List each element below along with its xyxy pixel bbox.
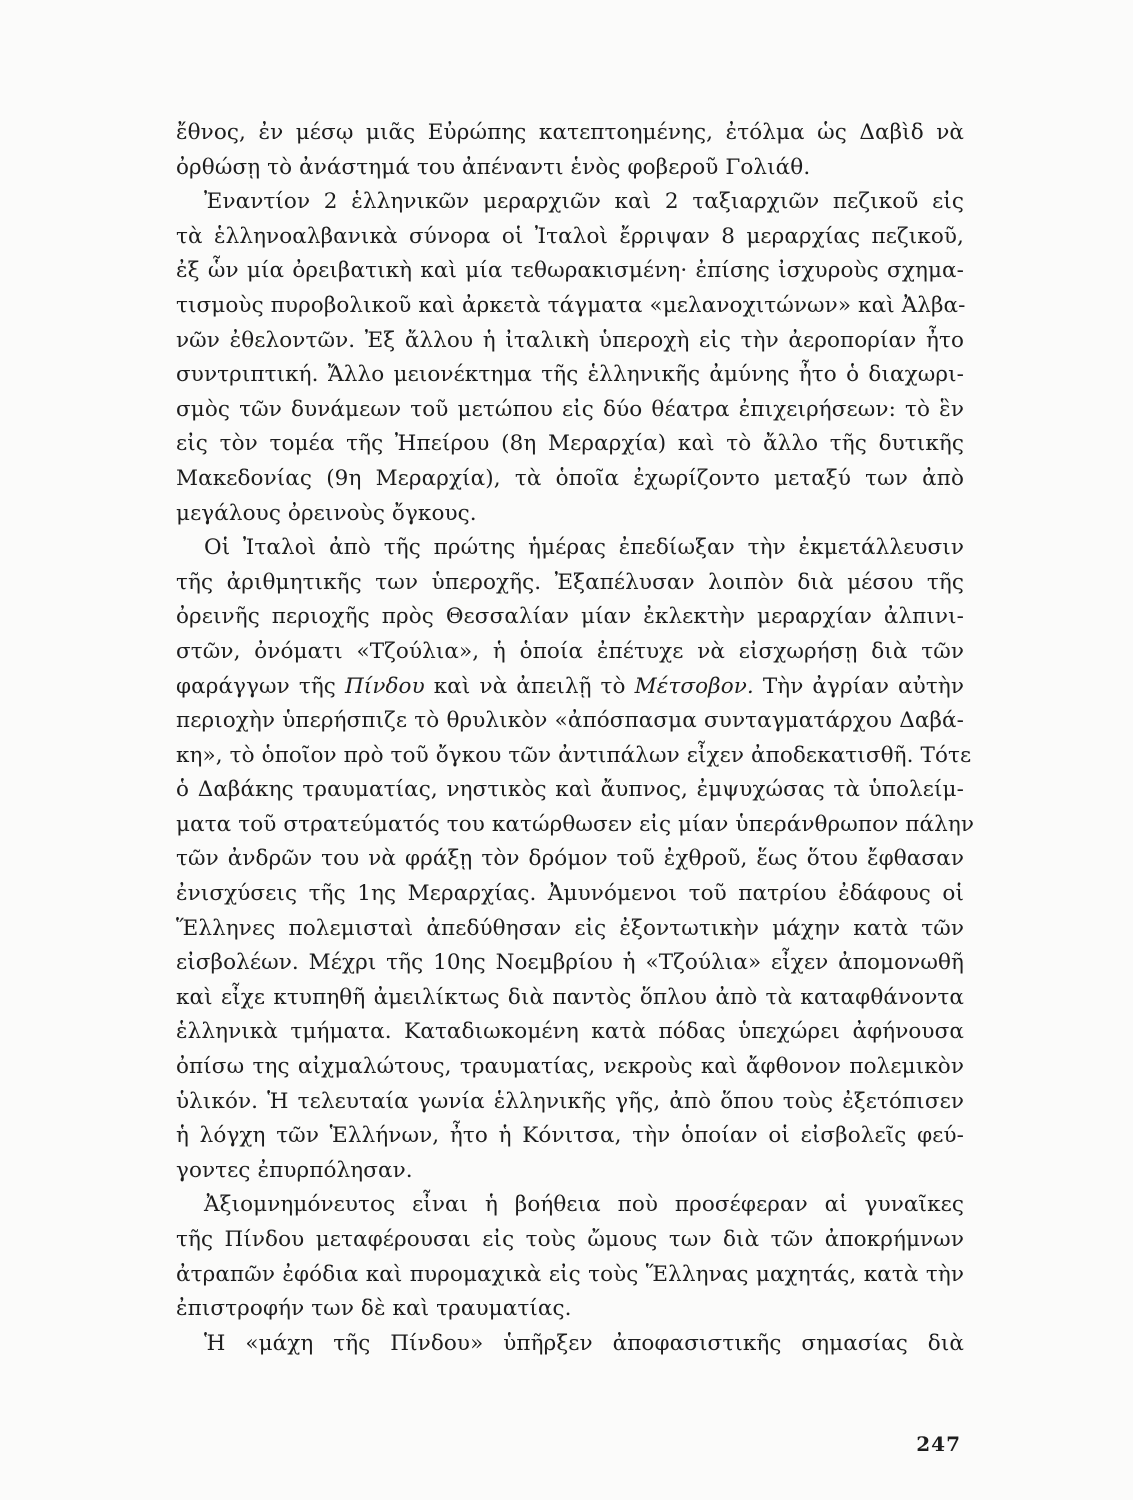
text-line: ἐπιστροφήν των δὲ καὶ τραυματίας. (176, 1296, 572, 1322)
text-line: ἀτραπῶν ἐφόδια καὶ πυρομαχικὰ εἰς τοὺς Ἕλληνας μαχητάς, κατὰ τὴν (176, 1261, 964, 1287)
text-line: τῆς Πίνδου μεταφέρουσαι εἰς τοὺς ὤμους των διὰ τῶν ἀποκρήμνων (176, 1227, 964, 1252)
text-line: ὀρεινῆς περιοχῆς πρὸς Θεσσαλίαν μίαν ἐκλεκτὴν μεραρχίαν ἀλπινι- (176, 604, 964, 630)
text-line: ὀρθώσῃ τὸ ἀνάστημά του ἀπέναντι ἑνὸς φοβεροῦ Γολιάθ. (176, 154, 811, 180)
text-line: ὁ Δαβάκης τραυματίας, νηστικὸς καὶ ἄυπνος, ἐμψυχώσας τὰ ὑπολείμ- (176, 777, 964, 803)
text-line: τῆς ἀριθμητικῆς των ὑπεροχῆς. Ἐξαπέλυσαν λοιπὸν διὰ μέσου τῆς (176, 569, 964, 595)
text-fragment: φαράγγων τῆς (176, 673, 345, 699)
text-line: εἰς τὸν τομέα τῆς Ἠπείρου (8η Μεραρχία) καὶ τὸ ἄλλο τῆς δυτικῆς (176, 431, 964, 457)
text-line: ἐξ ὧν μία ὀρειβατικὴ καὶ μία τεθωρακισμένη· ἐπίσης ἰσχυροὺς σχημα- (176, 258, 964, 284)
body-text (176, 116, 975, 1361)
text-line: γοντες ἐπυρπόλησαν. (176, 1157, 413, 1183)
text-line: εἰσβολέων. Μέχρι τῆς 10ης Νοεμβρίου ἡ «Τζούλια» εἶχεν ἀπομονωθῆ (176, 950, 964, 976)
text-fragment: Τὴν ἀγρίαν αὐτὴν (753, 673, 964, 699)
text-line: τὰ ἑλληνοαλβανικὰ σύνορα οἱ Ἰταλοὶ ἔρριψαν 8 μεραρχίας πεζικοῦ, (176, 223, 964, 249)
text-line: ὑλικόν. Ἡ τελευταία γωνία ἑλληνικῆς γῆς, ἀπὸ ὅπου τοὺς ἐξετόπισεν (176, 1088, 964, 1114)
text-line: Οἱ Ἰταλοὶ ἀπὸ τῆς πρώτης ἡμέρας ἐπεδίωξαν τὴν ἐκμετάλλευσιν (204, 535, 964, 561)
text-line: τῶν ἀνδρῶν του νὰ φράξῃ τὸν δρόμον τοῦ ἐχθροῦ, ἕως ὅτου ἔφθασαν (176, 846, 964, 872)
text-line: ὀπίσω της αἰχμαλώτους, τραυματίας, νεκροὺς καὶ ἄφθονον πολεμικὸν (176, 1054, 964, 1080)
text-line: τισμοὺς πυροβολικοῦ καὶ ἀρκετὰ τάγματα «μελανοχιτώνων» καὶ Ἀλβα- (176, 292, 966, 318)
text-line: ματα τοῦ στρατεύματός του κατώρθωσεν εἰς μίαν ὑπεράνθρωπον πάλην (176, 811, 975, 837)
text-line: νῶν ἐθελοντῶν. Ἐξ ἄλλου ἡ ἰταλικὴ ὑπεροχὴ εἰς τὴν ἀεροπορίαν ἦτο (176, 327, 964, 353)
text-line: Ἡ «μάχη τῆς Πίνδου» ὑπῆρξεν ἀποφασιστικῆς σημασίας διὰ (204, 1330, 964, 1356)
text-line: μεγάλους ὀρεινοὺς ὄγκους. (176, 500, 477, 526)
text-line: κη», τὸ ὁποῖον πρὸ τοῦ ὄγκου τῶν ἀντιπάλων εἶχεν ἀποδεκατισθῆ. Τότε (176, 742, 972, 768)
text-line: Μακεδονίας (9η Μεραρχία), τὰ ὁποῖα ἐχωρίζοντο μεταξύ των ἀπὸ (176, 465, 964, 491)
text-line: σμὸς τῶν δυνάμεων τοῦ μετώπου εἰς δύο θέατρα ἐπιχειρήσεων: τὸ ἓν (176, 396, 964, 422)
page-number: 247 (916, 1432, 961, 1456)
text-line: ἐνισχύσεις τῆς 1ης Μεραρχίας. Ἀμυνόμενοι τοῦ πατρίου ἐδάφους οἱ (176, 881, 964, 907)
text-line: Ἀξιομνημόνευτος εἶναι ἡ βοήθεια ποὺ προσέφεραν αἱ γυναῖκες (204, 1192, 964, 1218)
text-line: ἔθνος, ἐν μέσῳ μιᾶς Εὐρώπης κατεπτοημένης, ἐτόλμα ὡς Δαβὶδ νὰ (176, 120, 964, 145)
text-fragment: καὶ νὰ ἀπειλῇ τὸ (424, 673, 635, 699)
text-line: καὶ εἶχε κτυπηθῆ ἀμειλίκτως διὰ παντὸς ὅπλου ἀπὸ τὰ καταφθάνοντα (176, 984, 964, 1010)
place-name-pindos: Πίνδου (344, 673, 425, 699)
text-line: περιοχὴν ὑπερήσπιζε τὸ θρυλικὸν «ἀπόσπασμα συνταγματάρχου Δαβά- (176, 708, 964, 734)
text-line: Ἕλληνες πολεμισταὶ ἀπεδύθησαν εἰς ἐξοντωτικὴν μάχην κατὰ τῶν (176, 915, 964, 941)
place-name-metsovo: Μέτσοβον. (634, 673, 754, 699)
text-line-with-place-names (176, 670, 964, 705)
text-line: ἡ λόγχη τῶν Ἑλλήνων, ἦτο ἡ Κόνιτσα, τὴν ὁποίαν οἱ εἰσβολεῖς φεύ- (176, 1123, 964, 1149)
text-line: ἑλληνικὰ τμήματα. Καταδιωκομένη κατὰ πόδας ὑπεχώρει ἀφήνουσα (176, 1019, 964, 1045)
text-line: Ἐναντίον 2 ἑλληνικῶν μεραρχιῶν καὶ 2 ταξιαρχιῶν πεζικοῦ εἰς (204, 189, 964, 215)
text-line: στῶν, ὀνόματι «Τζούλια», ἡ ὁποία ἐπέτυχε νὰ εἰσχωρήσῃ διὰ τῶν (176, 638, 964, 664)
text-line: συντριπτική. Ἄλλο μειονέκτημα τῆς ἑλληνικῆς ἀμύνης ἦτο ὁ διαχωρι- (176, 362, 964, 388)
